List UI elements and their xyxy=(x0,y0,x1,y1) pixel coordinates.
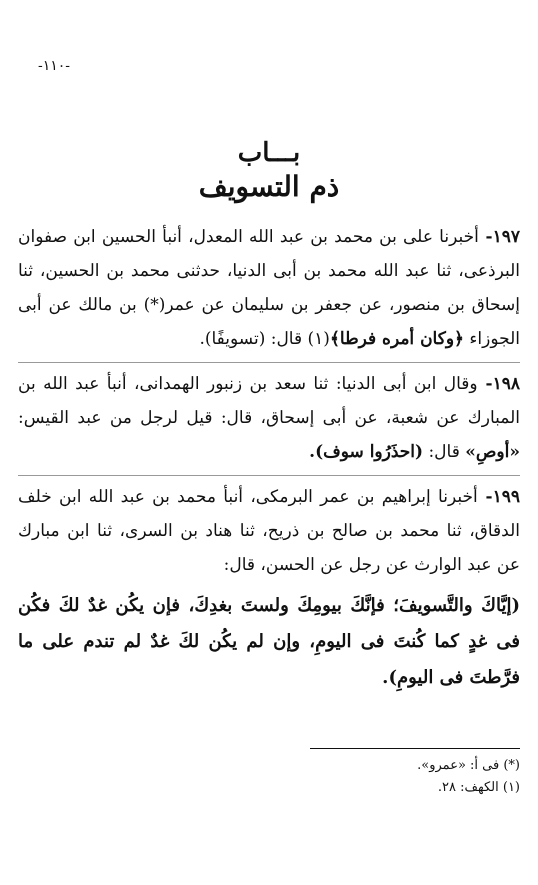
p199-text-1: أخبرنا إبراهيم بن عمر البرمكى، أنبأ محمد بن عبد الله ابن خلف الدقاق، ثنا محمد بن صالح بن ذريح، ثنا هناد بن السرى، ثنا ابن مبارك عن عبد الوارث عن رجل عن الحسن، قال: xyxy=(18,487,520,575)
p199-num-0: ١٩٩- xyxy=(477,487,520,507)
footnote-1: (*) فى أ: «عمرو». xyxy=(417,758,520,773)
p197-num-0: ١٩٧- xyxy=(478,227,520,247)
chapter-title: ذم التسويف xyxy=(198,170,340,203)
footnote-divider xyxy=(310,748,520,749)
p197-quran-2: ﴿وكان أمره فرطا﴾ xyxy=(329,329,464,349)
p198-quran-4: (احذَرُوا سوف). xyxy=(309,442,424,462)
p197-text-1: أخبرنا على بن محمد بن عبد الله المعدل، أنبأ الحسين ابن صفوان البرذعى، ثنا عبد الله محمد بن أبى الدنيا، حدثنى محمد بن الحسين، ثنا إسحاق بن منصور، عن جعفر بن سليمان عن عمر(*) بن مالك عن أبى الجوزاء xyxy=(18,227,520,349)
p198-num-0: ١٩٨- xyxy=(477,374,520,394)
paragraph-199 xyxy=(18,475,520,582)
p198-quran-2: «أوصِ» xyxy=(465,442,520,462)
chapter-label: بـــاب xyxy=(237,138,301,168)
p198-text-3: قال: xyxy=(423,442,466,462)
footnote-2: (١) الكهف: ٢٨. xyxy=(437,780,520,795)
main-text xyxy=(18,220,520,702)
hasan-quote: (إيَّاكَ والتَّسويفَ؛ فإنَّكَ بيومِكَ ولستَ بغدِكَ، فإن يكُن غدٌ لكَ فكُن فى غدٍ كما كُنتَ فى اليومِ، وإن لم يكُن لكَ غدٌ لم تندم على ما فرَّطتَ فى اليومِ). xyxy=(18,595,520,688)
footnotes xyxy=(18,755,520,799)
page-number: -١١٠- xyxy=(38,58,71,74)
p197-text-3: (١) قال: (تسويفًا). xyxy=(199,329,330,349)
p198-text-1: وقال ابن أبى الدنيا: ثنا سعد بن زنبور الهمدانى، أنبأ عبد الله بن المبارك عن شعبة، عن أبى إسحاق، قال: قيل لرجل من عبد القيس: xyxy=(18,374,520,428)
paragraph-198 xyxy=(18,362,520,469)
paragraph-197 xyxy=(18,220,520,356)
